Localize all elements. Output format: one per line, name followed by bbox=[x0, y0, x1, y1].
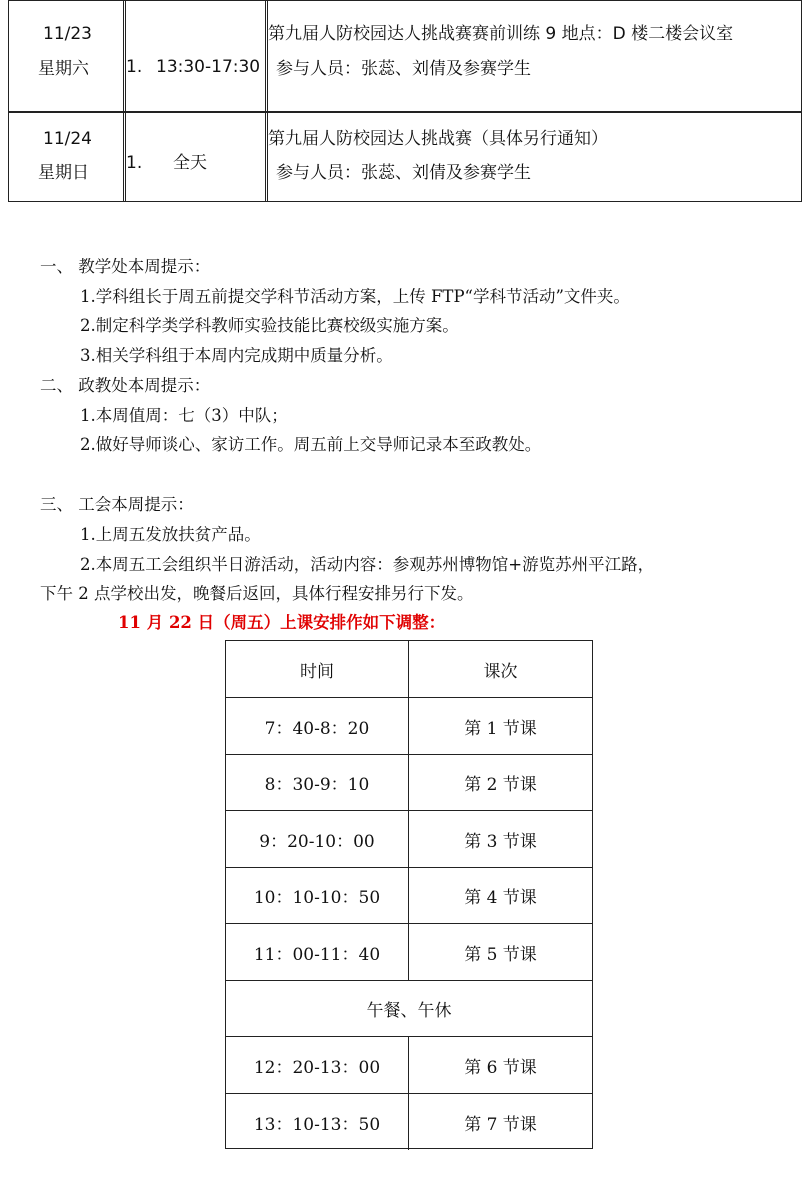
table-row bbox=[226, 1094, 592, 1150]
table-header-row bbox=[226, 641, 592, 698]
table-row bbox=[226, 1037, 592, 1094]
time-cell: 7：40-8：20 bbox=[226, 698, 409, 754]
schedule-item-number: 1. bbox=[126, 153, 143, 173]
schedule-time: 全天 bbox=[173, 153, 207, 173]
section-title-teaching: 一、 教学处本周提示： bbox=[40, 257, 211, 276]
list-item: 1.上周五发放扶贫产品。 bbox=[80, 525, 261, 544]
period-cell: 第 7 节课 bbox=[464, 1114, 537, 1135]
table-row bbox=[226, 811, 592, 868]
time-cell: 9：20-10：00 bbox=[226, 811, 409, 867]
schedule-table bbox=[8, 0, 802, 202]
time-cell: 8：30-9：10 bbox=[226, 755, 409, 810]
section-title-political: 二、 政教处本周提示： bbox=[40, 376, 211, 395]
schedule-participants: 参与人员：张蕊、刘倩及参赛学生 bbox=[276, 163, 531, 183]
schedule-row bbox=[9, 113, 801, 201]
schedule-weekday: 星期日 bbox=[38, 163, 89, 183]
table-row bbox=[226, 698, 592, 755]
list-item: 1.本周值周：七（3）中队； bbox=[80, 406, 288, 425]
schedule-event: 第九届人防校园达人挑战赛赛前训练 9 地点：D 楼二楼会议室 bbox=[268, 24, 734, 44]
time-cell: 12：20-13：00 bbox=[226, 1037, 409, 1093]
table-row bbox=[226, 755, 592, 811]
time-cell: 10：10-10：50 bbox=[226, 868, 409, 923]
schedule-row bbox=[9, 1, 801, 113]
section-title-union: 三、 工会本周提示： bbox=[40, 495, 194, 514]
list-item: 2.本周五工会组织半日游活动，活动内容：参观苏州博物馆+游览苏州平江路， bbox=[80, 555, 655, 574]
period-cell: 第 5 节课 bbox=[464, 944, 537, 965]
column-header-period: 课次 bbox=[483, 661, 518, 682]
list-item: 1.学科组长于周五前提交学科节活动方案，上传 FTP“学科节活动”文件夹。 bbox=[80, 287, 630, 306]
table-row bbox=[226, 868, 592, 924]
table-row-lunch bbox=[226, 981, 592, 1037]
schedule-date: 11/23 bbox=[43, 24, 92, 44]
schedule-participants: 参与人员：张蕊、刘倩及参赛学生 bbox=[276, 59, 531, 79]
period-cell: 第 6 节课 bbox=[464, 1057, 537, 1078]
time-cell: 11：00-11：40 bbox=[226, 924, 409, 980]
list-item: 3.相关学科组于本周内完成期中质量分析。 bbox=[80, 346, 393, 365]
list-item-continuation: 下午 2 点学校出发，晚餐后返回，具体行程安排另行下发。 bbox=[40, 584, 474, 603]
table-row bbox=[226, 924, 592, 981]
period-cell: 第 2 节课 bbox=[464, 775, 537, 795]
period-cell: 第 1 节课 bbox=[464, 718, 537, 739]
period-cell: 第 4 节课 bbox=[464, 888, 537, 908]
schedule-date: 11/24 bbox=[43, 129, 92, 149]
schedule-weekday: 星期六 bbox=[38, 59, 89, 79]
column-header-time: 时间 bbox=[226, 641, 409, 697]
list-item: 2.做好导师谈心、家访工作。周五前上交导师记录本至政教处。 bbox=[80, 435, 542, 454]
time-cell: 13：10-13：50 bbox=[226, 1094, 409, 1150]
list-item: 2.制定科学类学科教师实验技能比赛校级实施方案。 bbox=[80, 316, 459, 335]
schedule-event: 第九届人防校园达人挑战赛（具体另行通知） bbox=[268, 129, 608, 149]
lunch-break-cell: 午餐、午休 bbox=[366, 1001, 452, 1021]
schedule-item-number: 1. bbox=[126, 57, 143, 77]
period-cell: 第 3 节课 bbox=[464, 831, 537, 852]
class-timetable bbox=[225, 640, 593, 1149]
adjustment-heading: 11 月 22 日（周五）上课安排作如下调整： bbox=[118, 613, 446, 632]
schedule-time: 13:30-17:30 bbox=[156, 57, 261, 77]
